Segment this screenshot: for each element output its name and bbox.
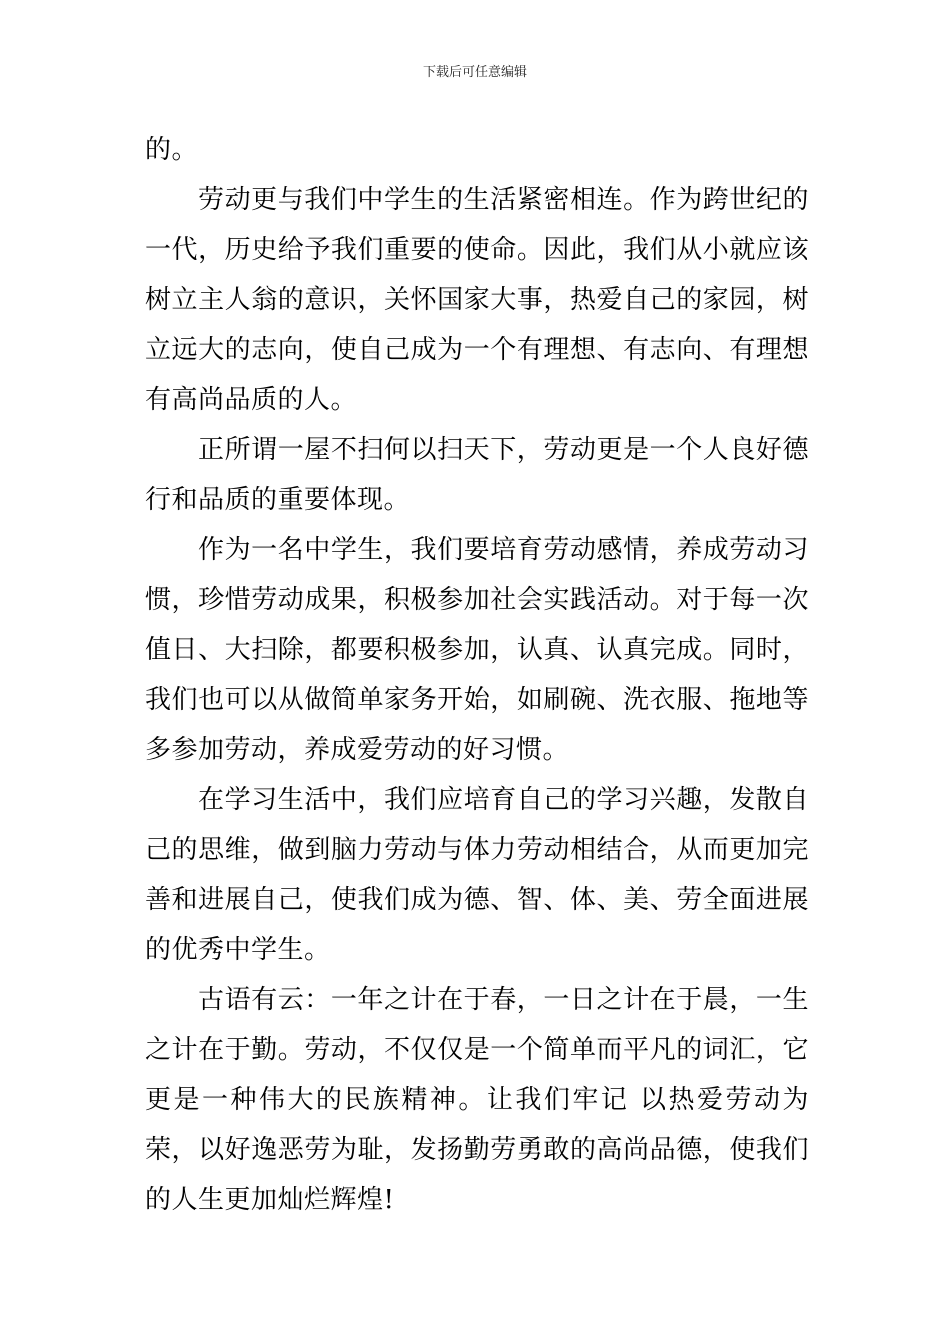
paragraph-1: 的。 xyxy=(145,135,199,165)
document-body xyxy=(145,125,809,1225)
paragraph-4: 作为一名中学生，我们要培育劳动感情，养成劳动习惯，珍惜劳动成果，积极参加社会实践活动。对于每一次值日、大扫除，都要积极参加，认真、认真完成。同时，我们也可以从做简单家务开始，如刷碗、洗衣服、拖地等多参加劳动，养成爱劳动的好习惯。 xyxy=(145,535,809,765)
paragraph-6: 古语有云：一年之计在于春，一日之计在于晨，一生之计在于勤。劳动，不仅仅是一个简单而平凡的词汇，它更是一种伟大的民族精神。让我们牢记 以热爱劳动为荣，以好逸恶劳为耻，发扬勤劳勇敢的高尚品德，使我们的人生更加灿烂辉煌! xyxy=(145,985,809,1215)
paragraph-5: 在学习生活中，我们应培育自己的学习兴趣，发散自己的思维，做到脑力劳动与体力劳动相结合，从而更加完善和进展自己，使我们成为德、智、体、美、劳全面进展的优秀中学生。 xyxy=(145,785,809,965)
paragraph-2: 劳动更与我们中学生的生活紧密相连。作为跨世纪的一代，历史给予我们重要的使命。因此，我们从小就应该树立主人翁的意识，关怀国家大事，热爱自己的家园，树立远大的志向，使自己成为一个有理想、有志向、有理想有高尚品质的人。 xyxy=(145,185,809,415)
page-header-note: 下载后可任意编辑 xyxy=(422,65,527,80)
paragraph-3: 正所谓一屋不扫何以扫天下，劳动更是一个人良好德行和品质的重要体现。 xyxy=(145,435,809,515)
